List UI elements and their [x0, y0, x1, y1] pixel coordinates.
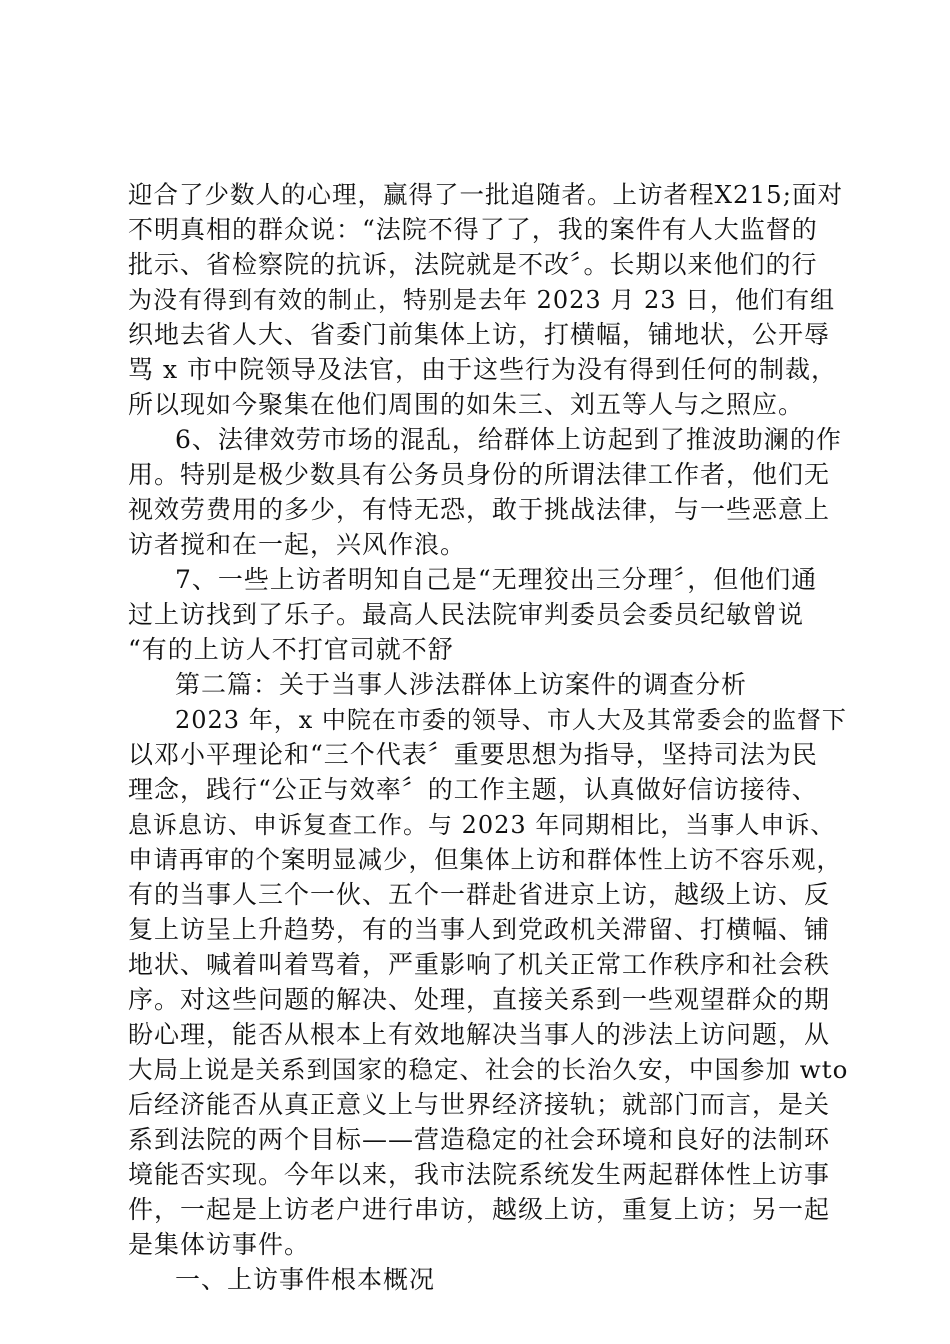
text-line: 系到法院的两个目标——营造稳定的社会环境和良好的法制环: [128, 1125, 831, 1154]
text-line: 用。特别是极少数具有公务员身份的所谓法律工作者，他们无: [128, 460, 831, 489]
section-title: 第二篇：关于当事人涉法群体上访案件的调查分析: [175, 670, 748, 699]
text-line: 是集体访事件。: [128, 1230, 311, 1259]
text-line: 所以现如今聚集在他们周围的如朱三、刘五等人与之照应。: [128, 390, 805, 419]
paragraph-start-line: 6、法律效劳市场的混乱，给群体上访起到了推波助澜的作: [175, 425, 842, 454]
text-line: 访者搅和在一起，兴风作浪。: [128, 530, 467, 559]
text-line: “有的上访人不打官司就不舒: [128, 635, 454, 664]
text-line: 骂 x 市中院领导及法官，由于这些行为没有得到任何的制裁，: [128, 355, 837, 384]
text-line: 申请再审的个案明显减少，但集体上访和群体性上访不容乐观，: [128, 845, 842, 874]
text-line: 为没有得到有效的制止，特别是去年 2023 月 23 日，他们有组: [128, 286, 836, 314]
text-line: 有的当事人三个一伙、五个一群赴省进京上访，越级上访、反: [128, 880, 831, 909]
subsection-title: 一、上访事件根本概况: [175, 1265, 436, 1294]
text-line: 理念，践行“公正与效率〞的工作主题，认真做好信访接待、: [128, 775, 818, 804]
paragraph-start-line: 7、一些上访者明知自己是“无理狡出三分理〞，但他们通: [175, 565, 818, 594]
text-line: 迎合了少数人的心理，赢得了一批追随者。上访者程X215;面对: [128, 180, 843, 209]
text-line: 织地去省人大、省委门前集体上访，打横幅，铺地状，公开辱: [128, 320, 831, 349]
text-line: 息诉息访、申诉复查工作。与 2023 年同期相比，当事人申诉、: [128, 811, 836, 839]
text-line: 地状、喊着叫着骂着，严重影响了机关正常工作秩序和社会秩: [128, 950, 831, 979]
text-line: 复上访呈上升趋势，有的当事人到党政机关滞留、打横幅、铺: [128, 915, 831, 944]
text-line: 批示、省检察院的抗诉，法院就是不改〞。长期以来他们的行: [128, 250, 818, 279]
paragraph-start-line: 2023 年，x 中院在市委的领导、市人大及其常委会的监督下: [175, 706, 847, 734]
text-line: 盼心理，能否从根本上有效地解决当事人的涉法上访问题，从: [128, 1020, 831, 1049]
text-line: 过上访找到了乐子。最高人民法院审判委员会委员纪敏曾说: [128, 600, 805, 629]
text-line: 大局上说是关系到国家的稳定、社会的长治久安，中国参加 wto: [128, 1055, 849, 1084]
text-line: 视效劳费用的多少，有恃无恐，敢于挑战法律，与一些恶意上: [128, 495, 831, 524]
text-line: 序。对这些问题的解决、处理，直接关系到一些观望群众的期: [128, 985, 831, 1014]
text-line: 不明真相的群众说：“法院不得了了，我的案件有人大监督的: [128, 215, 818, 244]
text-line: 以邓小平理论和“三个代表〞重要思想为指导，坚持司法为民: [128, 740, 818, 769]
text-line: 件，一起是上访老户进行串访，越级上访，重复上访；另一起: [128, 1195, 831, 1224]
text-line: 境能否实现。今年以来，我市法院系统发生两起群体性上访事: [128, 1160, 831, 1189]
text-line: 后经济能否从真正意义上与世界经济接轨；就部门而言，是关: [128, 1090, 831, 1119]
